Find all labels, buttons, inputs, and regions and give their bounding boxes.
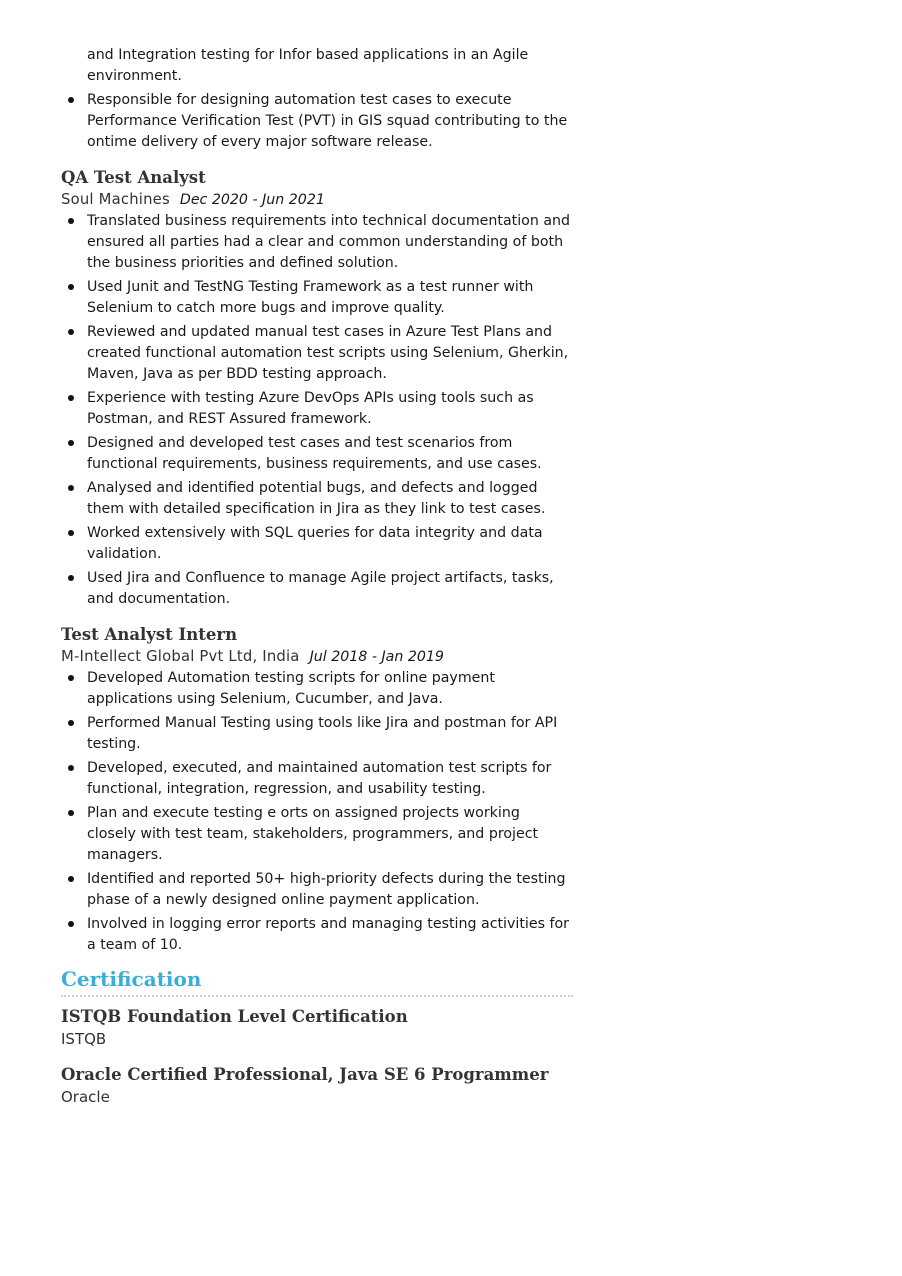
job-bullets	[61, 211, 573, 610]
company-name: Soul Machines	[61, 191, 170, 208]
bullet-icon	[68, 485, 74, 491]
list-item: Translated business requirements into technical documentation and ensured all parties had a clear and common understanding of both the business priorities and defined solution.	[61, 211, 573, 274]
list-item: Used Junit and TestNG Testing Framework as a test runner with Selenium to catch more bugs and improve quality.	[61, 277, 573, 319]
list-item: Experience with testing Azure DevOps APIs using tools such as Postman, and REST Assured framework.	[61, 388, 573, 430]
list-item: Analysed and identified potential bugs, and defects and logged them with detailed specification in Jira as they link to test cases.	[61, 478, 573, 520]
list-item: Reviewed and updated manual test cases in Azure Test Plans and created functional automation test scripts using Selenium, Gherkin, Maven, Java as per BDD testing approach.	[61, 322, 573, 385]
cert-item	[61, 1006, 573, 1050]
list-item: Involved in logging error reports and managing testing activities for a team of 10.	[61, 914, 573, 956]
list-item: Designed and developed test cases and test scenarios from functional requirements, business requirements, and use cases.	[61, 433, 573, 475]
list-item: Developed Automation testing scripts for online payment applications using Selenium, Cucumber, and Java.	[61, 668, 573, 710]
bullet-icon	[68, 575, 74, 581]
cert-item	[61, 1064, 573, 1108]
bullet-icon	[68, 720, 74, 726]
bullet-icon	[68, 675, 74, 681]
cert-name: Oracle Certified Professional, Java SE 6 Programmer	[61, 1065, 549, 1084]
bullet-icon	[68, 810, 74, 816]
cert-issuer: ISTQB	[61, 1030, 107, 1048]
certification-section	[61, 965, 573, 1108]
bullet-icon	[68, 97, 74, 103]
section-title: Certification	[61, 967, 202, 991]
cert-name: ISTQB Foundation Level Certification	[61, 1007, 408, 1026]
previous-job-bullets	[61, 90, 573, 153]
list-item: Developed, executed, and maintained automation test scripts for functional, integration, regression, and usability testing.	[61, 758, 573, 800]
bullet-icon	[68, 395, 74, 401]
bullet-icon	[68, 329, 74, 335]
job-entry	[61, 167, 573, 613]
list-item: Worked extensively with SQL queries for data integrity and data validation.	[61, 523, 573, 565]
job-meta	[61, 189, 573, 211]
bullet-icon	[68, 218, 74, 224]
job-meta	[61, 646, 573, 668]
previous-job-tail	[61, 45, 573, 156]
cert-issuer: Oracle	[61, 1088, 110, 1106]
bullet-icon	[68, 284, 74, 290]
job-title: Test Analyst Intern	[61, 625, 238, 644]
list-item: Used Jira and Confluence to manage Agile project artifacts, tasks, and documentation.	[61, 568, 573, 610]
job-dates: Dec 2020 - Jun 2021	[179, 192, 325, 208]
bullet-icon	[68, 765, 74, 771]
job-dates: Jul 2018 - Jan 2019	[309, 649, 444, 665]
bullet-icon	[68, 530, 74, 536]
continuation-text: and Integration testing for Infor based applications in an Agile environment.	[87, 47, 529, 84]
bullet-icon	[68, 440, 74, 446]
bullet-icon	[68, 921, 74, 927]
list-item: Plan and execute testing e orts on assigned projects working closely with test team, stakeholders, programmers, and project managers.	[61, 803, 573, 866]
company-name: M-Intellect Global Pvt Ltd, India	[61, 648, 300, 665]
bullet-icon	[68, 876, 74, 882]
list-item: Identified and reported 50+ high-priority defects during the testing phase of a newly designed online payment application.	[61, 869, 573, 911]
job-title: QA Test Analyst	[61, 168, 206, 187]
job-entry	[61, 624, 573, 959]
list-item: Performed Manual Testing using tools like Jira and postman for API testing.	[61, 713, 573, 755]
job-bullets	[61, 668, 573, 956]
list-item: Responsible for designing automation test cases to execute Performance Verification Test (PVT) in GIS squad contributing to the ontime delivery of every major software release.	[61, 90, 573, 153]
section-divider	[61, 995, 573, 997]
